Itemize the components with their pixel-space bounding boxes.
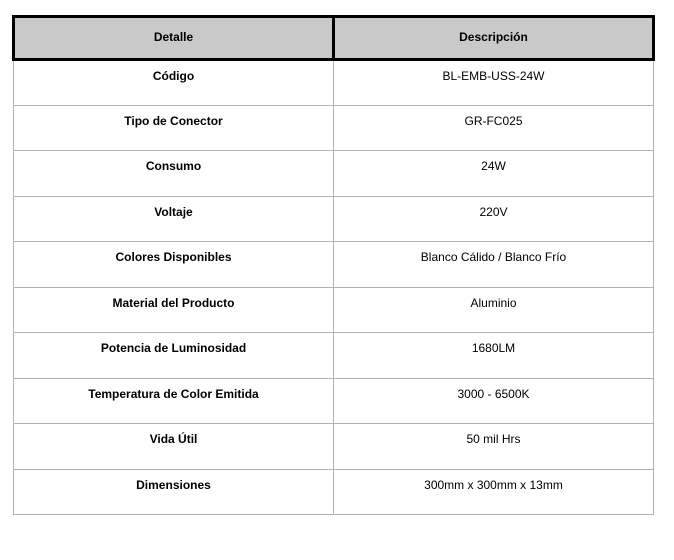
row-label: Material del Producto <box>14 287 334 333</box>
table-row <box>14 469 654 515</box>
row-label: Temperatura de Color Emitida <box>14 378 334 424</box>
table-row <box>14 333 654 379</box>
row-value: 24W <box>334 151 654 197</box>
row-value: BL-EMB-USS-24W <box>334 60 654 106</box>
row-value: 50 mil Hrs <box>334 424 654 470</box>
table-row <box>14 378 654 424</box>
header-descripcion: Descripción <box>334 17 654 60</box>
table-row <box>14 287 654 333</box>
table-row <box>14 242 654 288</box>
row-value: 220V <box>334 196 654 242</box>
table-row <box>14 60 654 106</box>
row-value: 3000 - 6500K <box>334 378 654 424</box>
table-row <box>14 196 654 242</box>
row-value: Blanco Cálido / Blanco Frío <box>334 242 654 288</box>
row-value: Aluminio <box>334 287 654 333</box>
row-label: Voltaje <box>14 196 334 242</box>
header-detalle: Detalle <box>14 17 334 60</box>
row-value: 1680LM <box>334 333 654 379</box>
table-row <box>14 424 654 470</box>
table-row <box>14 105 654 151</box>
row-label: Dimensiones <box>14 469 334 515</box>
row-label: Código <box>14 60 334 106</box>
row-label: Vida Útil <box>14 424 334 470</box>
specifications-table <box>12 15 655 515</box>
row-value: 300mm x 300mm x 13mm <box>334 469 654 515</box>
table-row <box>14 151 654 197</box>
row-label: Potencia de Luminosidad <box>14 333 334 379</box>
table-header-row <box>14 17 654 60</box>
row-label: Colores Disponibles <box>14 242 334 288</box>
row-label: Tipo de Conector <box>14 105 334 151</box>
row-value: GR-FC025 <box>334 105 654 151</box>
row-label: Consumo <box>14 151 334 197</box>
